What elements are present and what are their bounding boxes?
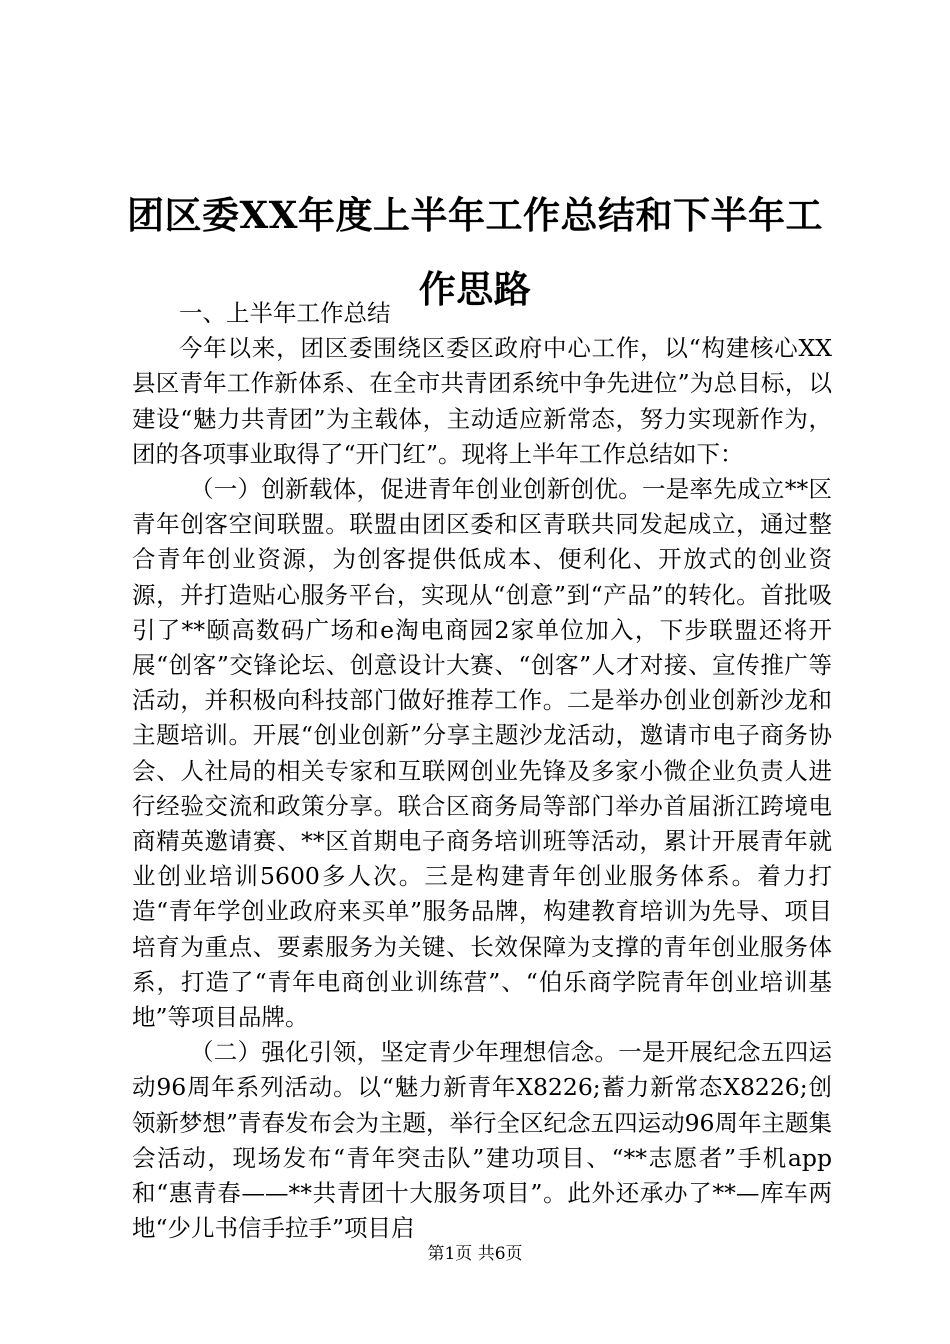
document-title: 团区委XX年度上半年工作总结和下半年工作思路 bbox=[127, 193, 823, 311]
document-body bbox=[132, 296, 832, 1246]
page-footer: 第1页 共6页 bbox=[427, 1244, 523, 1264]
section-heading: 一、上半年工作总结 bbox=[179, 299, 391, 327]
body-paragraph-innovation: （一）创新载体，促进青年创业创新创优。一是率先成立**区青年创客空间联盟。联盟由团区委和区青联共同发起成立，通过整合青年创业资源，为创客提供低成本、便利化、开放式的创业资源，并打造贴心服务平台，实现从“创意”到“产品”的转化。首批吸引了**颐高数码广场和e淘电商园2家单位加入，下步联盟还将开展“创客”交锋论坛、创意设计大赛、“创客”人才对接、宣传推广等活动，并积极向科技部门做好推荐工作。二是举办创业创新沙龙和主题培训。开展“创业创新”分享主题沙龙活动，邀请市电子商务协会、人社局的相关专家和互联网创业先锋及多家小微企业负责人进行经验交流和政策分享。联合区商务局等部门举办首届浙江跨境电商精英邀请赛、**区首期电子商务培训班等活动，累计开展青年就业创业培训5600多人次。三是构建青年创业服务体系。着力打造“青年学创业政府来买单”服务品牌，构建教育培训为先导、项目培育为重点、要素服务为关键、长效保障为支撑的青年创业服务体系，打造了“青年电商创业训练营”、“伯乐商学院青年创业培训基地”等项目品牌。 bbox=[132, 475, 832, 1032]
body-paragraph-guidance: （二）强化引领，坚定青少年理想信念。一是开展纪念五四运动96周年系列活动。以“魅力新青年X8226;蓄力新常态X8226;创领新梦想”青春发布会为主题，举行全区纪念五四运动96周年主题集会活动，现场发布“青年突击队”建功项目、“**志愿者”手机app和“惠青春——**共青团十大服务项目”。此外还承办了**—库车两地“少儿书信手拉手”项目启 bbox=[132, 1038, 832, 1243]
body-paragraph-intro: 今年以来，团区委围绕区委区政府中心工作，以“构建核心XX县区青年工作新体系、在全市共青团系统中争先进位”为总目标，以建设“魅力共青团”为主载体，主动适应新常态，努力实现新作为，团的各项事业取得了“开门红”。现将上半年工作总结如下： bbox=[132, 334, 832, 468]
